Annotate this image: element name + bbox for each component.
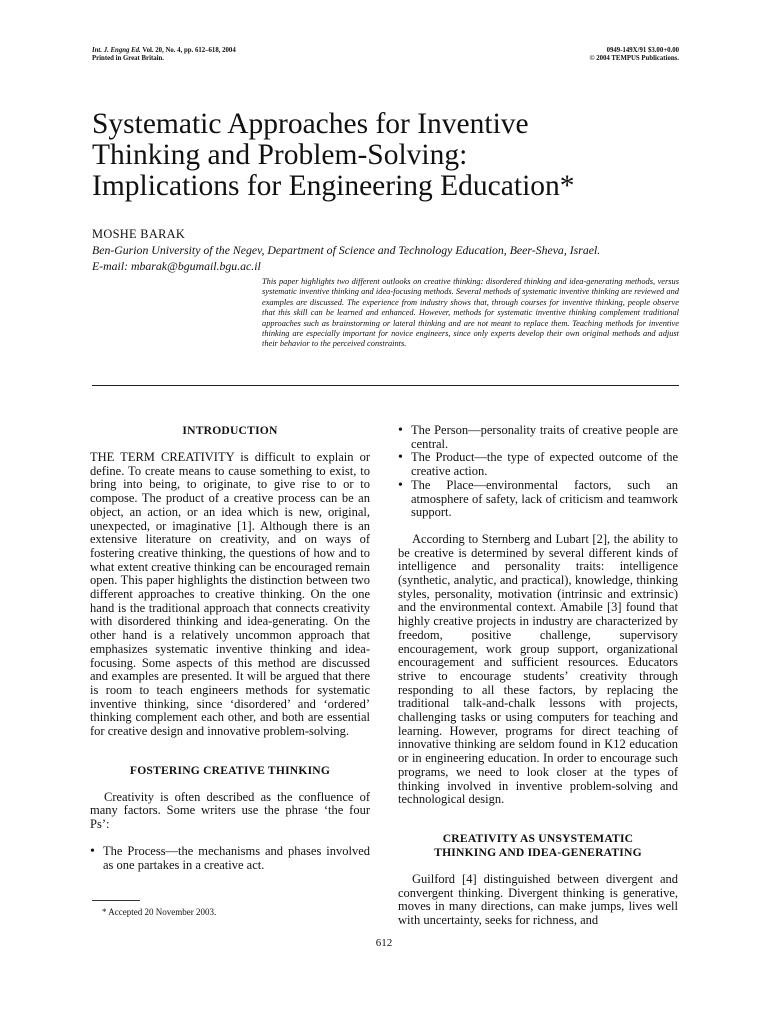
list-item: • The Place—environmental factors, such an atmosphere of safety, lack of criticism and teamwork support. — [398, 479, 678, 520]
journal-abbrev: Int. J. Engng Ed. — [92, 47, 141, 54]
paper-title — [92, 109, 692, 202]
right-column — [398, 424, 678, 928]
fostering-paragraph: Creativity is often described as the confluence of many factors. Some writers use the phrase ‘the four Ps’: — [90, 789, 370, 832]
heading-line: CREATIVITY AS UNSYSTEMATIC — [442, 831, 634, 845]
section-heading-unsystematic — [398, 832, 678, 860]
running-header-left — [92, 47, 236, 64]
section-heading-fostering: FOSTERING CREATIVE THINKING — [129, 763, 331, 777]
issn: 0949-149X/91 $3.00+0.00 — [606, 47, 679, 54]
copyright: © 2004 TEMPUS Publications. — [589, 55, 679, 63]
title-line: Implications for Engineering Education* — [92, 170, 575, 202]
list-item: • The Product—the type of expected outcome of the creative action. — [398, 451, 678, 478]
heading-line: THINKING AND IDEA-GENERATING — [434, 845, 642, 859]
journal-details: Vol. 20, No. 4, pp. 612–618, 2004 — [142, 47, 236, 54]
list-item: • The Person—personality traits of creative people are central. — [398, 424, 678, 451]
affiliation: Ben-Gurion University of the Negev, Department of Science and Technology Education, Beer-Sheva, Israel. — [92, 243, 601, 257]
abstract: This paper highlights two different outlooks on creative thinking: disordered thinking and idea-generating methods, versus systematic inventive thinking and idea-focusing methods. Several methods of systematic inventive thinking are reviewed and examples are discussed. The experience from industry shows that, through courses for inventive thinking, people observe that this skill can be learned and enhanced. However, methods for systematic inventive thinking complement traditional approaches such as brainstorming or lateral thinking and are not meant to replace them. Teaching methods for inventive thinking are especially important for novice engineers, since only experts develop their own original methods and adjust their behavior to the perceived constraints. — [262, 277, 679, 349]
printed-in: Printed in Great Britain. — [92, 55, 164, 63]
list-item: • The Process—the mechanisms and phases involved as one partakes in a creative act. — [90, 845, 370, 872]
running-header-right — [589, 47, 679, 64]
email: E-mail: mbarak@bgumail.bgu.ac.il — [92, 258, 261, 273]
four-ps-list-start — [90, 845, 370, 872]
title-line: Thinking and Problem-Solving: — [92, 139, 468, 171]
author-name: MOSHE BARAK — [92, 227, 186, 241]
title-line: Systematic Approaches for Inventive — [92, 108, 529, 140]
footnote-rule — [92, 900, 140, 901]
page-number: 612 — [375, 937, 393, 949]
sternberg-paragraph: According to Sternberg and Lubart [2], the ability to be creative is determined by several different kinds of intelligence and personality traits: intelligence (synthetic, analytic, and practical), knowledge, thinking styles, personality, motivation (intrinsic and extrinsic) and the environmental context. Amabile [3] found that highly creative projects in industry are characterized by freedom, positive challenge, supervisory encouragement, work group support, organizational encouragement and sufficient resources. Educators strive to encourage students’ creativity through responding to all these factors, by replacing the traditional talk-and-chalk lessons with projects, challenging tasks or using computers for teaching and learning. However, programs for direct teaching of innovative thinking are seldom found in K12 education or in engineering education. In order to encourage such programs, we need to look closer at the types of thinking involved in inventive problem-solving and technological design. — [398, 531, 678, 807]
abstract-divider — [92, 385, 679, 386]
introduction-paragraph: THE TERM CREATIVITY is difficult to explain or define. To create means to cause something to exist, to bring into being, to originate, to give rise to or to compose. The product of a creative process can be an object, an action, or an idea which is new, original, unexpected, or imaginative [1]. Although there is an extensive literature on creativity, and on ways of fostering creative thinking, the questions of how and to what extent creative thinking can be encouraged remain open. This paper highlights the distinction between two different approaches to creative thinking. On the one hand is the traditional approach that connects creativity with disordered thinking and idea-generating. On the other hand is a relatively uncommon approach that emphasizes systematic inventive thinking and idea-focusing. Some aspects of this method are discussed and examples are presented. It will be argued that there is room to teach engineers methods for systematic inventive thinking, since ‘disordered’ and ‘ordered’ thinking complement each other, and both are essential for creative design and innovative problem-solving. — [90, 450, 370, 739]
footnote: * Accepted 20 November 2003. — [102, 907, 217, 917]
guilford-paragraph: Guilford [4] distinguished between divergent and convergent thinking. Divergent thinking is generative, moves in many directions, can make jumps, lives well with uncertainty, seeks for richness, and — [398, 871, 678, 928]
left-column — [90, 424, 370, 872]
four-ps-list-continued — [398, 424, 678, 520]
section-heading-introduction: INTRODUCTION — [182, 424, 278, 437]
author-affiliation — [92, 243, 692, 274]
